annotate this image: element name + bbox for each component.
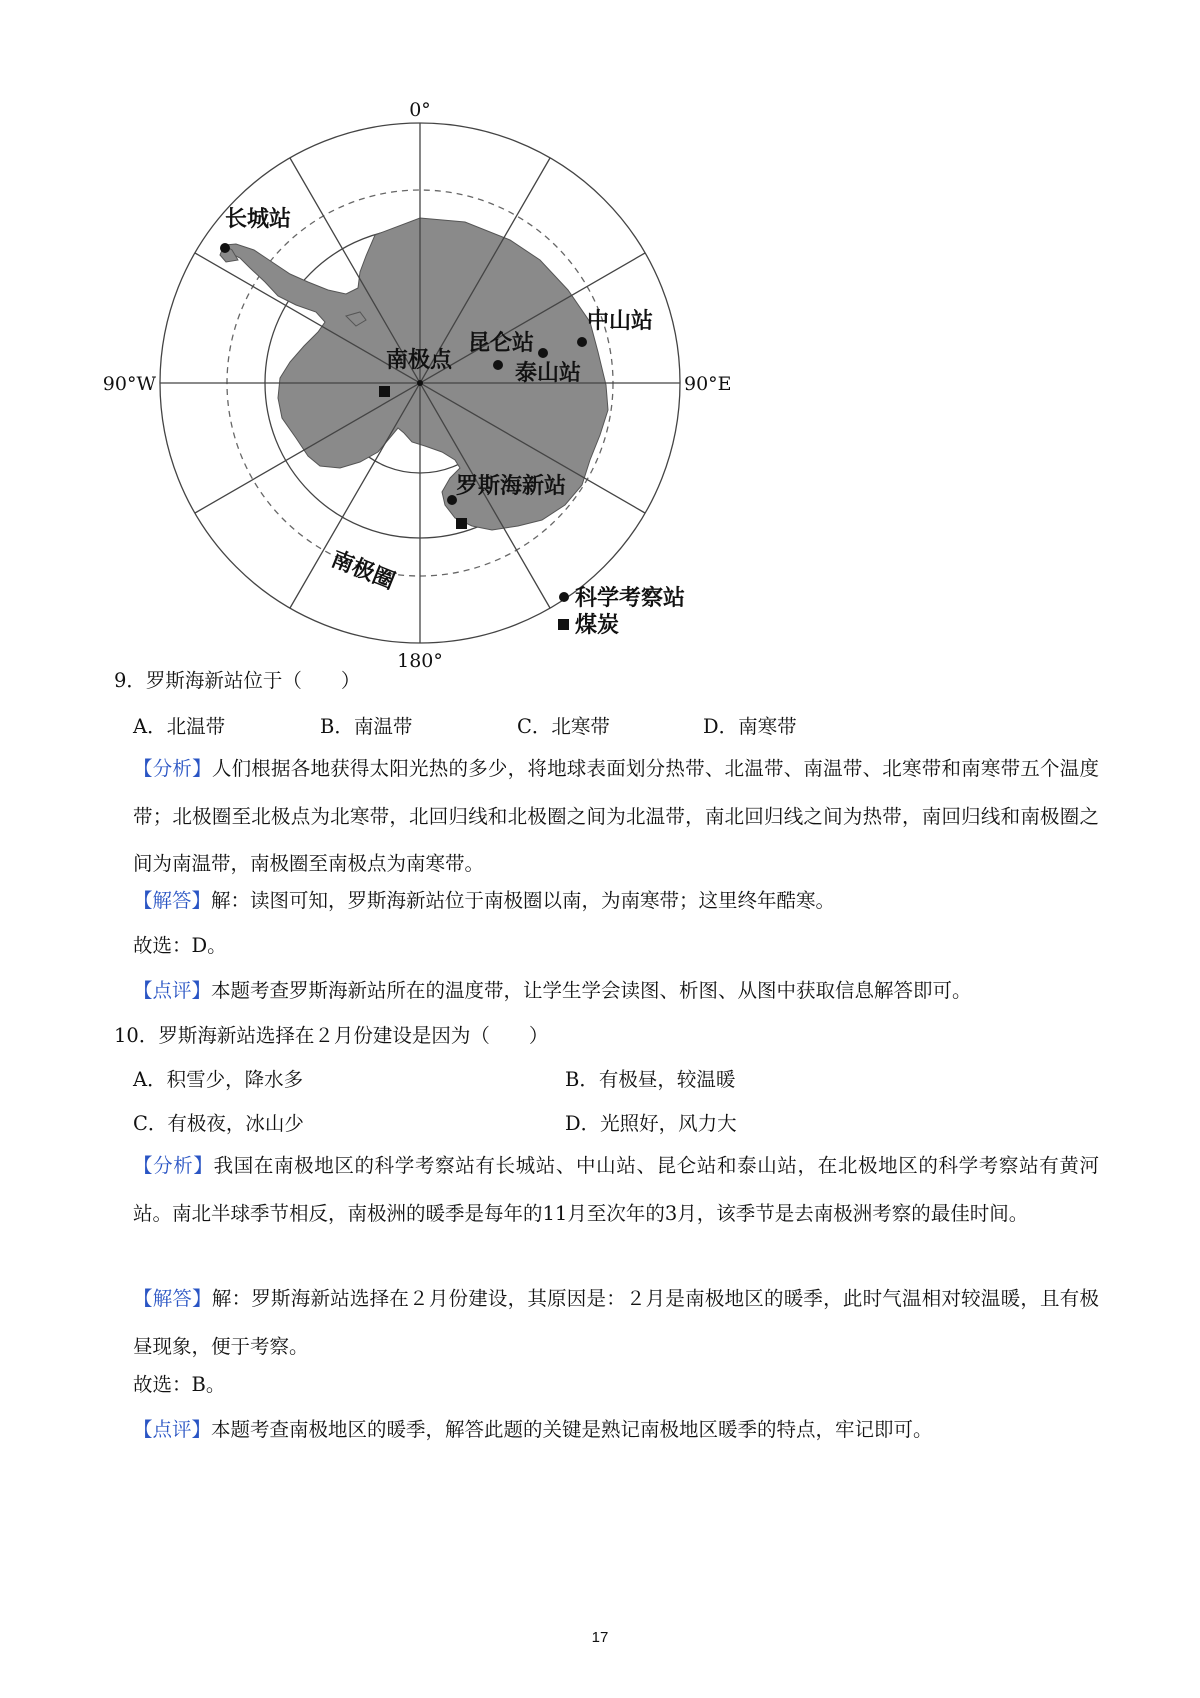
page-number: 17 bbox=[591, 1629, 609, 1646]
q9-stem: 9．罗斯海新站位于（ ） bbox=[114, 669, 361, 692]
q10-comment-tag: 【点评】 bbox=[133, 1418, 212, 1441]
q10-choice: 故选：B。 bbox=[133, 1373, 226, 1396]
legend-station-dot bbox=[559, 592, 569, 602]
q9-analysis-text: 人们根据各地获得太阳光热的多少，将地球表面划分热带、北温带、南温带、北寒带和南寒带五个温度带；北极圈至北极点为北寒带，北回归线和北极圈之间为北温带，南北回归线之间为热带，南回归线和南极圈之间为南温带，南极圈至南极点为南寒带。 bbox=[133, 757, 1099, 875]
coal-marker-1 bbox=[379, 386, 390, 397]
label-0-degree: 0° bbox=[409, 99, 431, 121]
antarctica-map-svg bbox=[102, 99, 820, 710]
q10-analysis-text: 我国在南极地区的科学考察站有长城站、中山站、昆仑站和泰山站，在北极地区的科学考察站有黄河站。南北半球季节相反，南极洲的暖季是每年的11月至次年的3月，该季节是去南极洲考察的最佳时间。 bbox=[133, 1154, 1099, 1225]
q9-choice: 故选：D。 bbox=[133, 934, 227, 957]
q10-answer-tag: 【解答】 bbox=[133, 1287, 212, 1310]
label-90e: 90°E bbox=[684, 373, 732, 395]
changcheng-station-dot bbox=[220, 243, 230, 253]
taishan-station-dot bbox=[538, 348, 548, 358]
map-legend bbox=[558, 585, 685, 638]
q9-comment-tag: 【点评】 bbox=[133, 979, 212, 1002]
q9-analysis-tag: 【分析】 bbox=[133, 757, 212, 780]
q10-option-b: B．有极昼，较温暖 bbox=[565, 1068, 736, 1091]
zhongshan-station-label: 中山站 bbox=[587, 309, 654, 334]
q9-option-a: A．北温带 bbox=[133, 715, 226, 738]
antarctica-map bbox=[102, 99, 820, 710]
changcheng-station-label: 长城站 bbox=[225, 207, 292, 232]
q9-comment-text: 本题考查罗斯海新站所在的温度带，让学生学会读图、析图、从图中获取信息解答即可。 bbox=[211, 979, 972, 1002]
kunlun-station-label: 昆仑站 bbox=[468, 331, 535, 356]
kunlun-station-dot bbox=[493, 360, 503, 370]
q10-answer-text: 解：罗斯海新站选择在２月份建设，其原因是：２月是南极地区的暖季，此时气温相对较温暖，且有极昼现象，便于考察。 bbox=[133, 1287, 1099, 1358]
q9-comment bbox=[133, 975, 972, 1003]
q9-answer-tag: 【解答】 bbox=[133, 889, 212, 912]
q10-stem: 10．罗斯海新站选择在２月份建设是因为（ ） bbox=[114, 1024, 549, 1047]
legend-station-label: 科学考察站 bbox=[575, 586, 686, 611]
legend-coal-square bbox=[558, 619, 569, 630]
q9-option-b: B．南温带 bbox=[320, 715, 413, 738]
antarctic-circle-label: 南极圈 bbox=[327, 546, 399, 595]
q10-option-d: D．光照好，风力大 bbox=[565, 1112, 737, 1135]
q10-analysis-tag: 【分析】 bbox=[133, 1154, 214, 1177]
q10-option-c: C．有极夜，冰山少 bbox=[133, 1112, 304, 1135]
south-pole-label: 南极点 bbox=[386, 348, 453, 373]
taishan-station-label: 泰山站 bbox=[515, 361, 582, 386]
q10-comment bbox=[133, 1414, 933, 1442]
q10-analysis bbox=[133, 1142, 1099, 1237]
q9-option-d: D．南寒带 bbox=[703, 715, 797, 738]
ross-sea-station-label: 罗斯海新站 bbox=[456, 474, 567, 499]
q9-option-c: C．北寒带 bbox=[517, 715, 610, 738]
zhongshan-station-dot bbox=[577, 337, 587, 347]
coal-marker-2 bbox=[456, 518, 467, 529]
label-180-degree: 180° bbox=[397, 650, 443, 672]
q10-comment-text: 本题考查南极地区的暖季，解答此题的关键是熟记南极地区暖季的特点，牢记即可。 bbox=[211, 1418, 933, 1441]
q10-answer bbox=[133, 1275, 1099, 1370]
legend-coal-label: 煤炭 bbox=[575, 613, 620, 638]
south-pole-dot bbox=[417, 380, 423, 386]
q9-answer-text: 解：读图可知，罗斯海新站位于南极圈以南，为南寒带；这里终年酷寒。 bbox=[211, 889, 836, 912]
label-90w: 90°W bbox=[102, 373, 156, 395]
q10-option-a: A．积雪少，降水多 bbox=[133, 1068, 304, 1091]
q9-analysis bbox=[133, 745, 1099, 888]
q9-answer bbox=[133, 885, 835, 913]
